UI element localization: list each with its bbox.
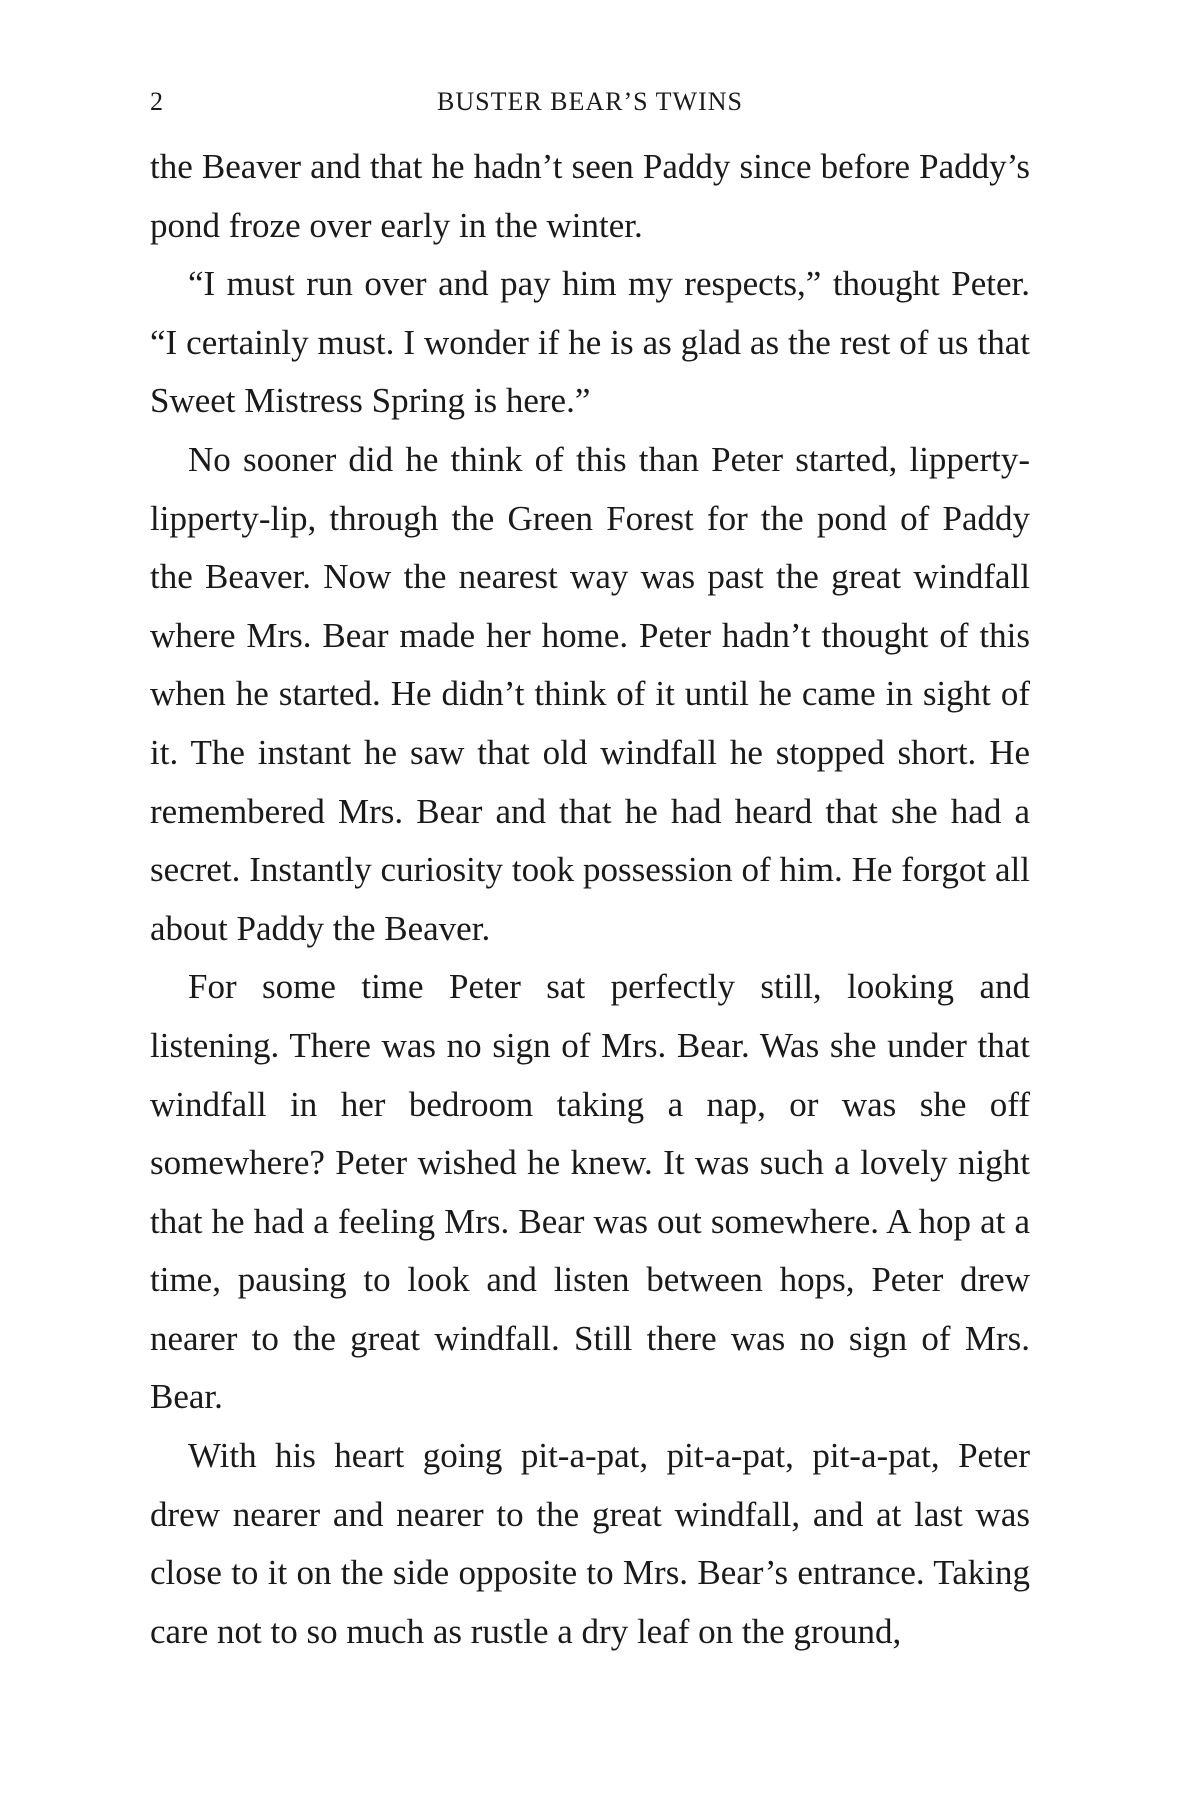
paragraph-continued: the Beaver and that he hadn’t seen Paddy since before Paddy’s pond froze over early in the winter. (150, 147, 1030, 245)
paragraph: With his heart going pit-a-pat, pit-a-pat, pit-a-pat, Peter drew nearer and nearer to the great windfall, and at last was close to it on the side opposite to Mrs. Bear’s entrance. Taking care not to so much as rustle a dry leaf on the ground, (150, 1436, 1030, 1651)
running-title: BUSTER BEAR’S TWINS (437, 87, 743, 116)
page-number: 2 (150, 87, 163, 116)
running-head (150, 84, 1030, 120)
body-text (150, 138, 1030, 1661)
paragraph: For some time Peter sat perfectly still, looking and listening. There was no sign of Mrs. Bear. Was she under that windfall in her bedroom taking a nap, or was she off somewhere? Peter wished he knew. It was such a lovely night that he had a feeling Mrs. Bear was out somewhere. A hop at a time, pausing to look and listen between hops, Peter drew nearer to the great windfall. Still there was no sign of Mrs. Bear. (150, 967, 1030, 1417)
paragraph: “I must run over and pay him my respects,” thought Peter. “I certainly must. I wonder if he is as glad as the rest of us that Sweet Mistress Spring is here.” (150, 264, 1030, 421)
paragraph: No sooner did he think of this than Peter started, lipperty-lipperty-lip, through the Green Forest for the pond of Paddy the Beaver. Now the nearest way was past the great windfall where Mrs. Bear made her home. Peter hadn’t thought of this when he started. He didn’t think of it until he came in sight of it. The instant he saw that old windfall he stopped short. He remembered Mrs. Bear and that he had heard that she had a secret. Instantly curiosity took possession of him. He forgot all about Paddy the Beaver. (150, 439, 1030, 948)
